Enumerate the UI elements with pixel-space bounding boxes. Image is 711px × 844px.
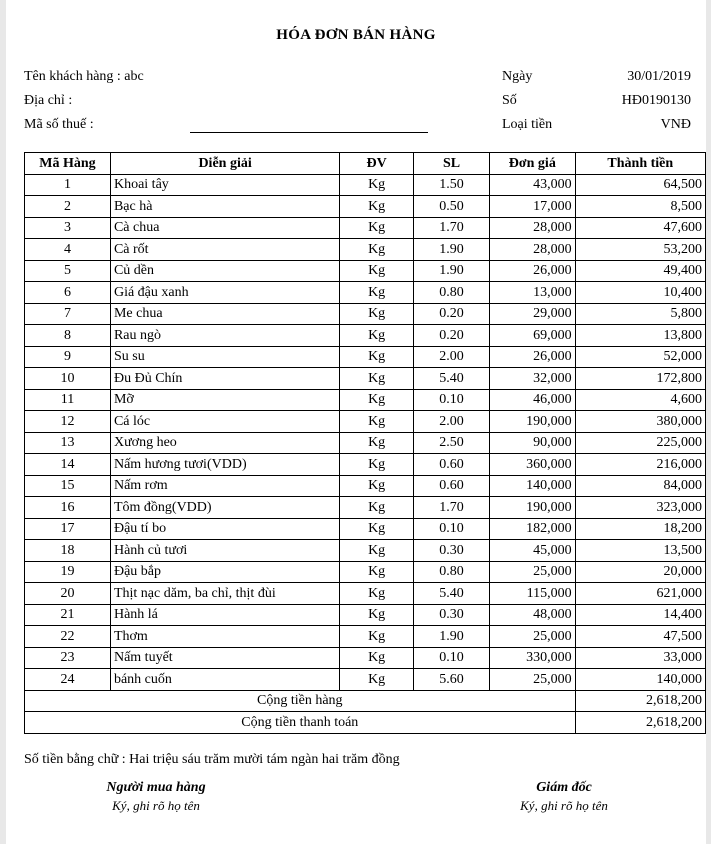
cell-unit: Kg — [340, 604, 414, 626]
invoice-page — [6, 0, 706, 844]
cell-item-code: 15 — [25, 475, 111, 497]
table-row — [25, 196, 706, 218]
cell-description: Giá đậu xanh — [110, 282, 339, 304]
table-row — [25, 647, 706, 669]
cell-item-code: 20 — [25, 583, 111, 605]
cell-item-code: 1 — [25, 174, 111, 196]
cell-unit: Kg — [340, 432, 414, 454]
header-unit: ĐV — [340, 153, 414, 175]
table-row — [25, 475, 706, 497]
total-value: 2,618,200 — [575, 712, 705, 734]
cell-description: bánh cuốn — [110, 669, 339, 691]
cell-amount: 13,500 — [575, 540, 705, 562]
cell-description: Su su — [110, 346, 339, 368]
cell-unit-price: 28,000 — [490, 239, 576, 261]
subtotal-value: 2,618,200 — [575, 690, 705, 712]
header-quantity: SL — [414, 153, 490, 175]
cell-description: Cà rốt — [110, 239, 339, 261]
cell-unit-price: 48,000 — [490, 604, 576, 626]
header-unit-price: Đơn giá — [490, 153, 576, 175]
cell-amount: 225,000 — [575, 432, 705, 454]
cell-amount: 10,400 — [575, 282, 705, 304]
cell-amount: 47,500 — [575, 626, 705, 648]
cell-description: Tôm đồng(VDD) — [110, 497, 339, 519]
cell-unit-price: 26,000 — [490, 346, 576, 368]
cell-item-code: 4 — [25, 239, 111, 261]
cell-description: Đậu bắp — [110, 561, 339, 583]
cell-unit: Kg — [340, 583, 414, 605]
cell-item-code: 10 — [25, 368, 111, 390]
cell-unit: Kg — [340, 303, 414, 325]
cell-unit: Kg — [340, 389, 414, 411]
cell-unit-price: 182,000 — [490, 518, 576, 540]
cell-quantity: 2.00 — [414, 411, 490, 433]
director-hint: Ký, ghi rõ họ tên — [520, 798, 608, 813]
cell-quantity: 0.80 — [414, 282, 490, 304]
cell-unit-price: 46,000 — [490, 389, 576, 411]
cell-quantity: 1.90 — [414, 239, 490, 261]
cell-description: Đậu tí bo — [110, 518, 339, 540]
cell-item-code: 12 — [25, 411, 111, 433]
cell-description: Nấm hương tươi(VDD) — [110, 454, 339, 476]
table-row — [25, 432, 706, 454]
table-row — [25, 282, 706, 304]
cell-amount: 5,800 — [575, 303, 705, 325]
cell-unit: Kg — [340, 260, 414, 282]
date-label: Ngày — [502, 69, 533, 84]
total-label: Cộng tiền thanh toán — [25, 712, 576, 734]
invoice-number-value: HĐ0190130 — [621, 93, 691, 108]
cell-unit: Kg — [340, 346, 414, 368]
cell-quantity: 0.10 — [414, 518, 490, 540]
cell-quantity: 2.00 — [414, 346, 490, 368]
table-header-row — [25, 153, 706, 175]
table-row — [25, 454, 706, 476]
cell-amount: 216,000 — [575, 454, 705, 476]
cell-amount: 53,200 — [575, 239, 705, 261]
table-row — [25, 368, 706, 390]
date-value: 30/01/2019 — [627, 69, 691, 84]
cell-quantity: 0.30 — [414, 604, 490, 626]
cell-quantity: 0.30 — [414, 540, 490, 562]
cell-amount: 49,400 — [575, 260, 705, 282]
cell-description: Cá lóc — [110, 411, 339, 433]
cell-quantity: 1.70 — [414, 497, 490, 519]
cell-quantity: 0.50 — [414, 196, 490, 218]
cell-unit: Kg — [340, 174, 414, 196]
cell-description: Đu Đủ Chín — [110, 368, 339, 390]
table-row — [25, 604, 706, 626]
items-table — [24, 152, 706, 734]
cell-quantity: 1.90 — [414, 626, 490, 648]
cell-amount: 52,000 — [575, 346, 705, 368]
cell-item-code: 19 — [25, 561, 111, 583]
cell-amount: 47,600 — [575, 217, 705, 239]
table-row — [25, 626, 706, 648]
cell-unit: Kg — [340, 475, 414, 497]
cell-item-code: 9 — [25, 346, 111, 368]
director-signature — [474, 780, 654, 814]
cell-unit-price: 32,000 — [490, 368, 576, 390]
table-row — [25, 217, 706, 239]
cell-quantity: 2.50 — [414, 432, 490, 454]
cell-unit: Kg — [340, 282, 414, 304]
cell-unit-price: 140,000 — [490, 475, 576, 497]
cell-unit-price: 17,000 — [490, 196, 576, 218]
cell-description: Me chua — [110, 303, 339, 325]
cell-amount: 18,200 — [575, 518, 705, 540]
cell-item-code: 23 — [25, 647, 111, 669]
header-description: Diễn giải — [110, 153, 339, 175]
table-row — [25, 561, 706, 583]
table-row — [25, 497, 706, 519]
cell-item-code: 13 — [25, 432, 111, 454]
tax-code-underline — [190, 132, 428, 133]
currency-label: Loại tiền — [502, 117, 553, 132]
table-row — [25, 411, 706, 433]
subtotal-label: Cộng tiền hàng — [25, 690, 576, 712]
cell-unit: Kg — [340, 454, 414, 476]
cell-item-code: 7 — [25, 303, 111, 325]
cell-unit-price: 360,000 — [490, 454, 576, 476]
cell-amount: 621,000 — [575, 583, 705, 605]
cell-unit: Kg — [340, 239, 414, 261]
cell-amount: 13,800 — [575, 325, 705, 347]
cell-unit-price: 190,000 — [490, 497, 576, 519]
buyer-signature — [66, 780, 246, 814]
cell-unit: Kg — [340, 217, 414, 239]
cell-amount: 380,000 — [575, 411, 705, 433]
table-row — [25, 174, 706, 196]
cell-quantity: 5.60 — [414, 669, 490, 691]
cell-unit: Kg — [340, 518, 414, 540]
cell-quantity: 0.10 — [414, 389, 490, 411]
invoice-number-label: Số — [502, 93, 517, 108]
table-row — [25, 669, 706, 691]
cell-unit: Kg — [340, 368, 414, 390]
director-role: Giám đốc — [536, 780, 592, 795]
cell-quantity: 0.80 — [414, 561, 490, 583]
table-row — [25, 239, 706, 261]
header-item-code: Mã Hàng — [25, 153, 111, 175]
amount-in-words: Số tiền bằng chữ : Hai triệu sáu trăm mười tám ngàn hai trăm đồng — [24, 752, 400, 767]
currency-value: VNĐ — [660, 117, 691, 132]
cell-quantity: 5.40 — [414, 368, 490, 390]
cell-amount: 4,600 — [575, 389, 705, 411]
cell-quantity: 0.10 — [414, 647, 490, 669]
cell-item-code: 18 — [25, 540, 111, 562]
table-row — [25, 260, 706, 282]
cell-item-code: 14 — [25, 454, 111, 476]
table-row — [25, 518, 706, 540]
cell-amount: 8,500 — [575, 196, 705, 218]
cell-unit-price: 115,000 — [490, 583, 576, 605]
invoice-title: HÓA ĐƠN BÁN HÀNG — [276, 27, 436, 43]
cell-unit: Kg — [340, 561, 414, 583]
cell-item-code: 22 — [25, 626, 111, 648]
cell-unit: Kg — [340, 325, 414, 347]
cell-unit: Kg — [340, 540, 414, 562]
cell-unit-price: 69,000 — [490, 325, 576, 347]
cell-unit: Kg — [340, 669, 414, 691]
cell-description: Xương heo — [110, 432, 339, 454]
cell-description: Mỡ — [110, 389, 339, 411]
cell-quantity: 0.60 — [414, 454, 490, 476]
cell-amount: 64,500 — [575, 174, 705, 196]
cell-unit-price: 190,000 — [490, 411, 576, 433]
total-row — [25, 712, 706, 734]
cell-item-code: 8 — [25, 325, 111, 347]
cell-unit-price: 90,000 — [490, 432, 576, 454]
cell-quantity: 0.20 — [414, 325, 490, 347]
cell-description: Nấm rơm — [110, 475, 339, 497]
cell-item-code: 5 — [25, 260, 111, 282]
header-amount: Thành tiền — [575, 153, 705, 175]
cell-description: Củ dền — [110, 260, 339, 282]
cell-amount: 84,000 — [575, 475, 705, 497]
cell-quantity: 1.70 — [414, 217, 490, 239]
table-row — [25, 346, 706, 368]
cell-description: Thịt nạc dăm, ba chỉ, thịt đùi — [110, 583, 339, 605]
cell-item-code: 6 — [25, 282, 111, 304]
table-row — [25, 583, 706, 605]
cell-quantity: 0.60 — [414, 475, 490, 497]
cell-description: Hành củ tươi — [110, 540, 339, 562]
buyer-hint: Ký, ghi rõ họ tên — [112, 798, 200, 813]
subtotal-row — [25, 690, 706, 712]
cell-unit-price: 26,000 — [490, 260, 576, 282]
cell-item-code: 17 — [25, 518, 111, 540]
table-row — [25, 389, 706, 411]
cell-quantity: 0.20 — [414, 303, 490, 325]
cell-unit: Kg — [340, 626, 414, 648]
cell-item-code: 21 — [25, 604, 111, 626]
cell-unit-price: 25,000 — [490, 561, 576, 583]
cell-unit-price: 28,000 — [490, 217, 576, 239]
cell-description: Thơm — [110, 626, 339, 648]
cell-unit: Kg — [340, 497, 414, 519]
cell-unit: Kg — [340, 411, 414, 433]
cell-unit-price: 25,000 — [490, 626, 576, 648]
cell-item-code: 24 — [25, 669, 111, 691]
cell-description: Bạc hà — [110, 196, 339, 218]
cell-unit-price: 13,000 — [490, 282, 576, 304]
cell-item-code: 11 — [25, 389, 111, 411]
buyer-role: Người mua hàng — [106, 780, 206, 795]
cell-item-code: 3 — [25, 217, 111, 239]
cell-unit-price: 45,000 — [490, 540, 576, 562]
table-row — [25, 303, 706, 325]
cell-description: Khoai tây — [110, 174, 339, 196]
cell-description: Nấm tuyết — [110, 647, 339, 669]
cell-amount: 14,400 — [575, 604, 705, 626]
tax-code-label: Mã số thuế : — [24, 117, 94, 132]
cell-quantity: 1.50 — [414, 174, 490, 196]
cell-quantity: 1.90 — [414, 260, 490, 282]
table-row — [25, 325, 706, 347]
address-label: Địa chỉ : — [24, 93, 73, 108]
cell-description: Rau ngò — [110, 325, 339, 347]
customer-label: Tên khách hàng : abc — [24, 69, 144, 84]
cell-unit-price: 29,000 — [490, 303, 576, 325]
cell-item-code: 2 — [25, 196, 111, 218]
cell-unit-price: 43,000 — [490, 174, 576, 196]
cell-amount: 323,000 — [575, 497, 705, 519]
cell-amount: 172,800 — [575, 368, 705, 390]
cell-unit: Kg — [340, 647, 414, 669]
cell-amount: 33,000 — [575, 647, 705, 669]
table-row — [25, 540, 706, 562]
cell-description: Cà chua — [110, 217, 339, 239]
items-table-body — [25, 174, 706, 690]
cell-item-code: 16 — [25, 497, 111, 519]
cell-amount: 140,000 — [575, 669, 705, 691]
cell-quantity: 5.40 — [414, 583, 490, 605]
cell-amount: 20,000 — [575, 561, 705, 583]
cell-unit-price: 330,000 — [490, 647, 576, 669]
cell-description: Hành lá — [110, 604, 339, 626]
cell-unit: Kg — [340, 196, 414, 218]
cell-unit-price: 25,000 — [490, 669, 576, 691]
